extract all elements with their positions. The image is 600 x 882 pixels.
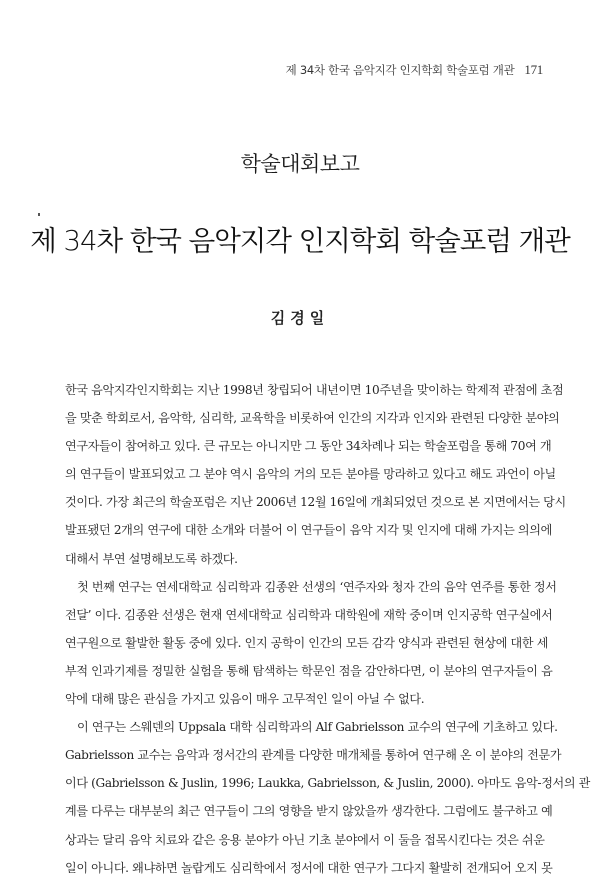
article-title: 제 34차 한국 음악지각 인지학회 학술포럼 개관 xyxy=(30,225,570,257)
text-line: 첫 번째 연구는 연세대학교 심리학과 김종완 선생의 ‘연주자와 청자 간의 음악 연주를 통한 정서 xyxy=(77,579,557,594)
author-name: 김경일 xyxy=(270,309,330,327)
text-line: 악에 대해 많은 관심을 가지고 있음이 매우 고무적인 일이 아닐 수 없다. xyxy=(65,692,425,707)
text-line: 이다 (Gabrielsson & Juslin, 1996; Laukka, Gabrielsson, & Juslin, 2000). 아마도 음악-정서의 관 xyxy=(65,776,591,791)
text-line: 일이 아니다. 왜냐하면 놀랍게도 심리학에서 정서에 대한 연구가 그다지 활발히 전개되어 오지 못 xyxy=(65,860,553,875)
text-line: Gabrielsson 교수는 음악과 정서간의 관계를 다양한 매개체를 통하여 연구해 온 이 분야의 전문가 xyxy=(65,748,562,763)
running-header xyxy=(286,62,543,78)
text-line: 상과는 달리 음악 치료와 같은 응용 분야가 아닌 기초 분야에서 이 둘을 접목시킨다는 것은 쉬운 xyxy=(65,832,545,847)
section-label: 학술대회보고 xyxy=(240,152,360,176)
running-title: 제 34차 한국 음악지각 인지학회 학술포럼 개관 xyxy=(285,63,515,77)
text-line: 대해서 부연 설명해보도록 하겠다. xyxy=(65,551,238,566)
text-line: 부적 인과기제를 정밀한 실험을 통해 탐색하는 학문인 점을 감안하다면, 이 분야의 연구자들이 음 xyxy=(65,663,553,678)
text-line: 을 맞춘 학회로서, 음악학, 심리학, 교육학을 비롯하여 인간의 지각과 인지와 관련된 다양한 분야의 xyxy=(65,411,560,426)
margin-mark xyxy=(38,213,40,216)
text-line: 한국 음악지각인지학회는 지난 1998년 창립되어 내년이면 10주년을 맞이하는 학제적 관점에 초점 xyxy=(65,383,564,397)
paragraph-2 xyxy=(65,573,557,713)
paragraph-1 xyxy=(65,376,566,573)
text-line: 이 연구는 스웨덴의 Uppsala 대학 심리학과의 Alf Gabrielsson 교수의 연구에 기초하고 있다. xyxy=(77,720,558,735)
text-line: 연구자들이 참여하고 있다. 큰 규모는 아니지만 그 동안 34차례나 되는 학술포럼을 통해 70여 개 xyxy=(65,439,552,454)
text-line: 의 연구들이 발표되었고 그 분야 역시 음악의 거의 모든 분야를 망라하고 있다고 해도 과언이 아닐 xyxy=(65,467,556,482)
text-line: 것이다. 가장 최근의 학술포럼은 지난 2006년 12월 16일에 개최되었던 것으로 본 지면에서는 당시 xyxy=(65,495,566,510)
text-line: 계를 다루는 대부분의 최근 연구들이 그의 영향을 받지 않았을까 생각한다. 그럼에도 불구하고 예 xyxy=(65,804,553,819)
paragraph-3 xyxy=(65,713,591,882)
page-number: 171 xyxy=(524,62,543,77)
text-line: 발표됐던 2개의 연구에 대한 소개와 더불어 이 연구들이 음악 지각 및 인지에 대해 가지는 의의에 xyxy=(65,523,552,538)
text-line: 연구원으로 활발한 활동 중에 있다. 인지 공학이 인간의 모든 감각 양식과 관련된 현상에 대한 세 xyxy=(65,635,549,650)
text-line: 전달’ 이다. 김종완 선생은 현재 연세대학교 심리학과 대학원에 재학 중이며 인지공학 연구실에서 xyxy=(65,607,553,622)
article-body xyxy=(65,376,591,882)
